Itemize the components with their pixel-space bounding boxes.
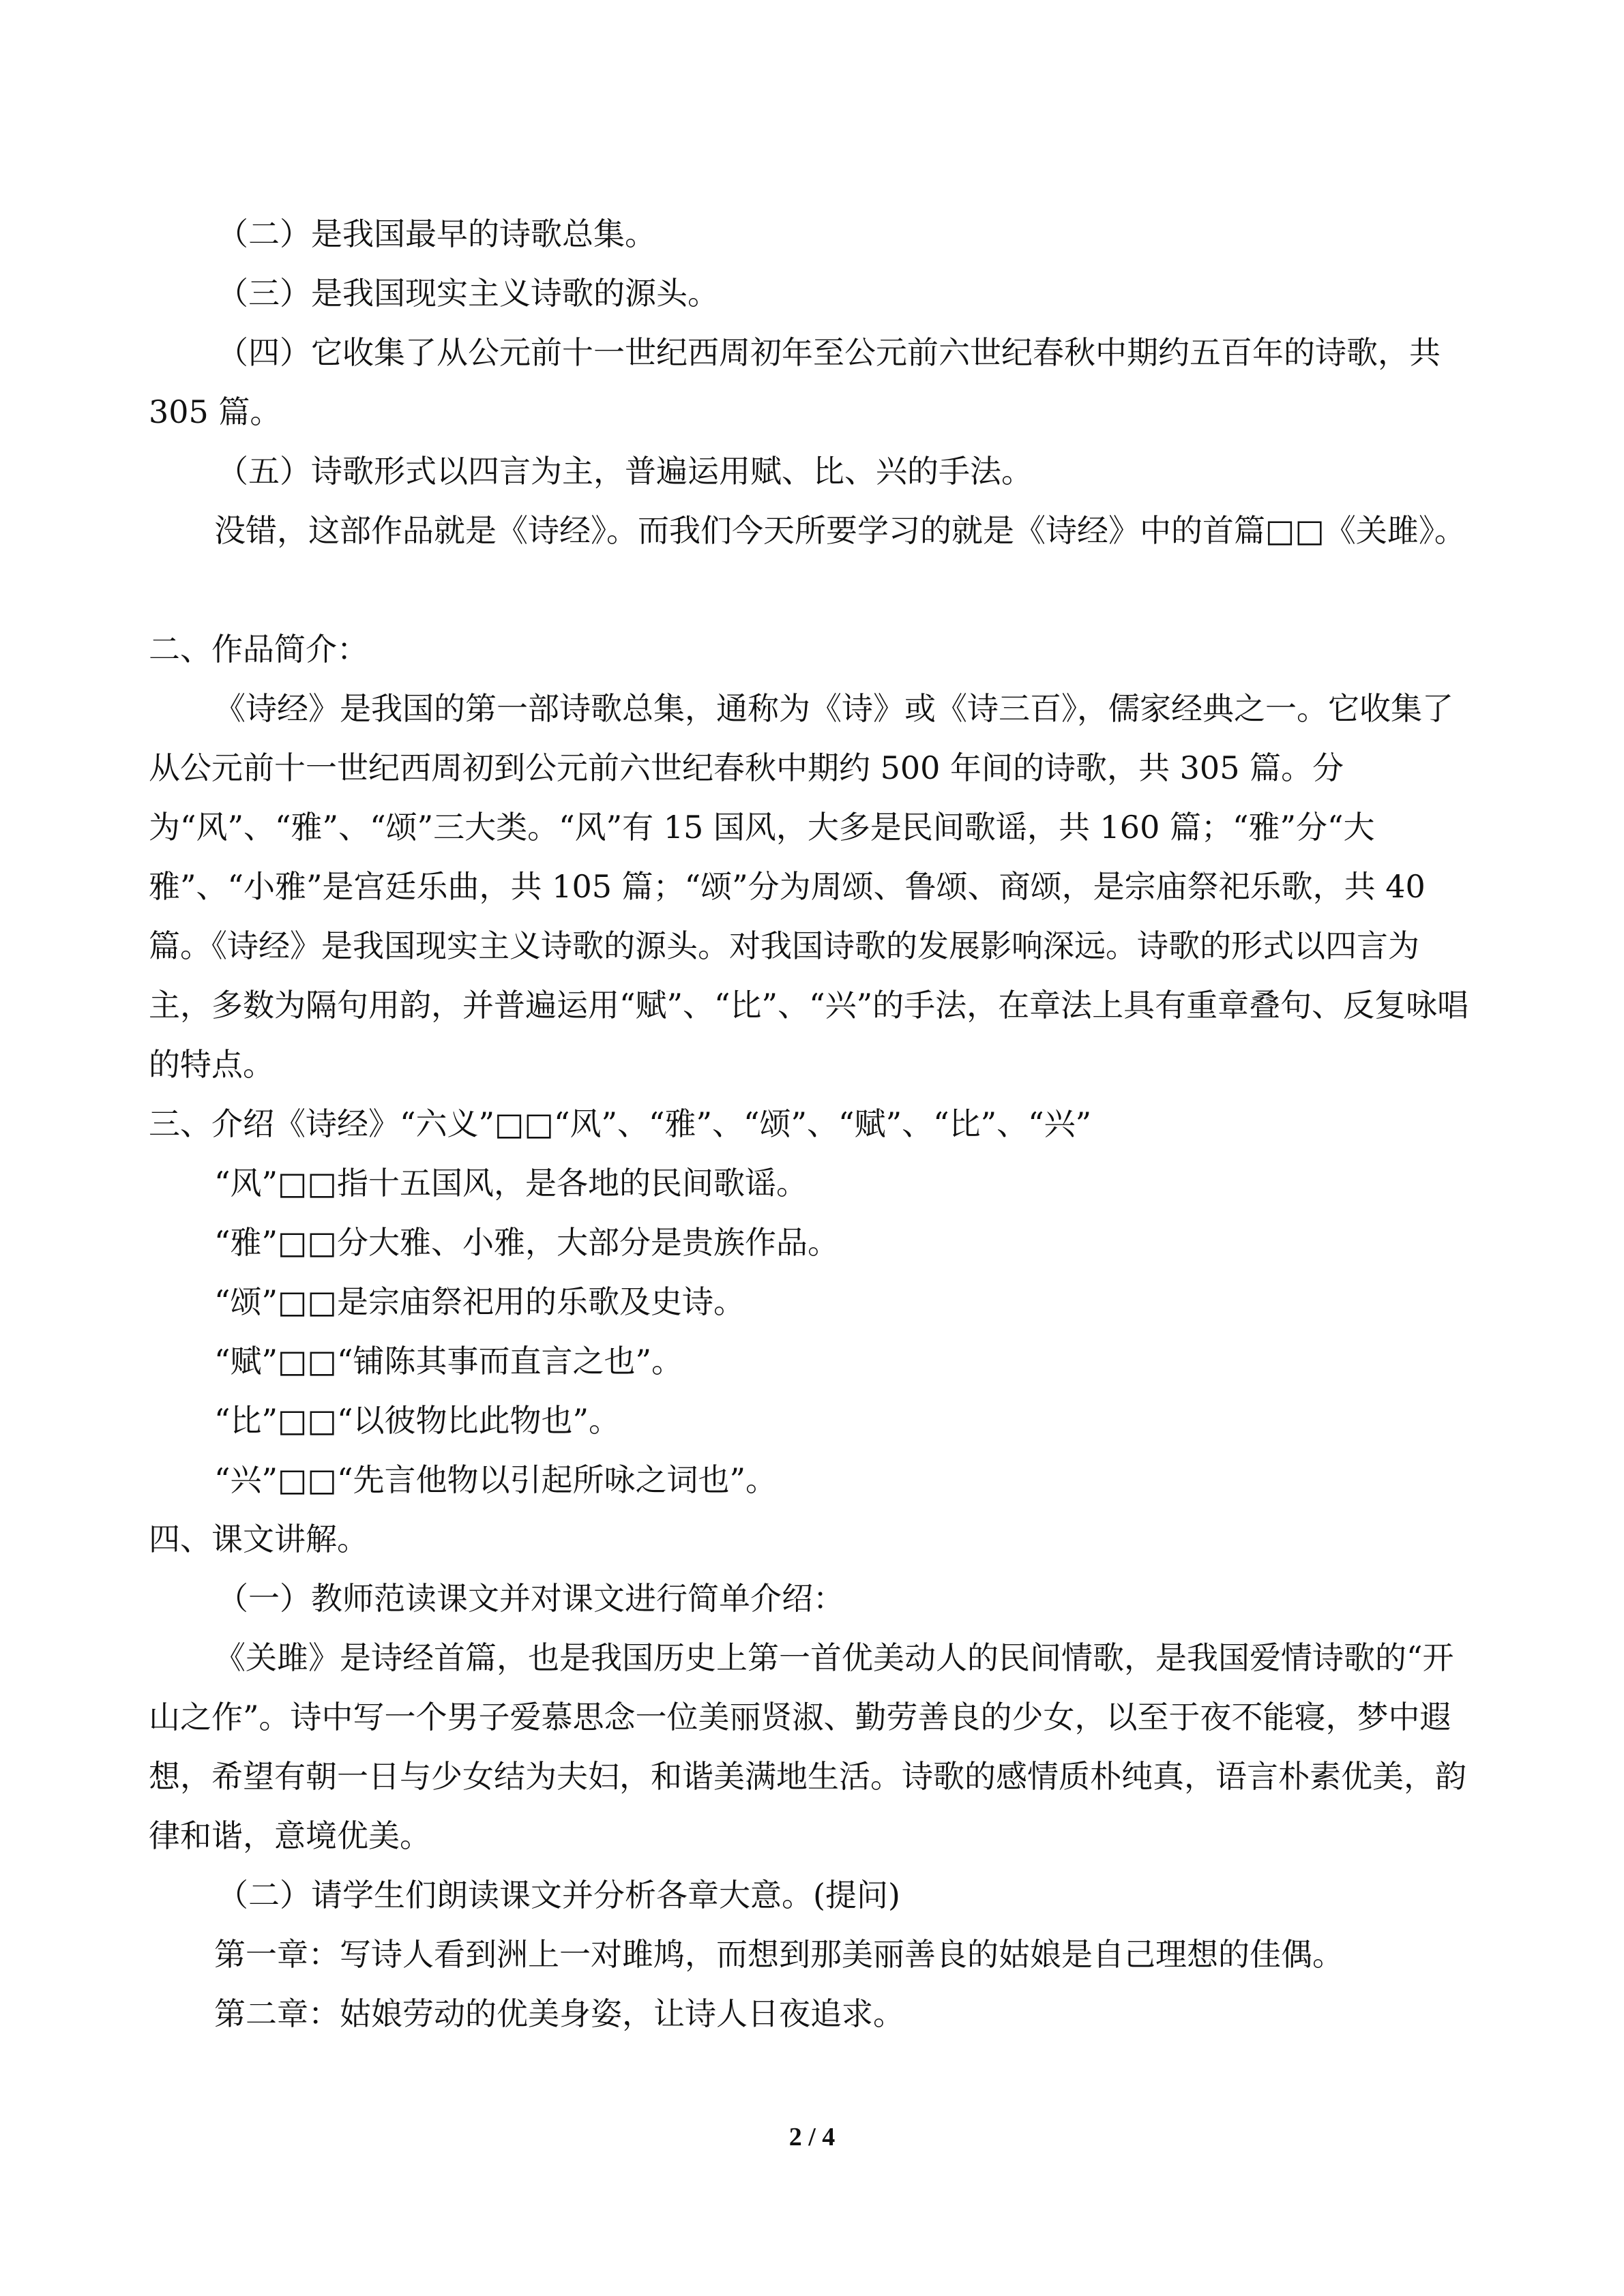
liuyi-item-ya: “雅”□□分大雅、小雅，大部分是贵族作品。	[214, 1224, 839, 1261]
paragraph-guanju-intro: 《关雎》是诗经首篇，也是我国历史上第一首优美动人的民间情歌，是我国爱情诗歌的“开山之作”。诗中写一个男子爱慕思念一位美丽贤淑、勤劳善良的少女，以至于夜不能寝，梦中遐想，希望有朝一日与少女结为夫妇，和谐美满地生活。诗歌的感情质朴纯真，语言朴素优美，韵律和谐，意境优美。	[149, 1639, 1466, 1854]
paragraph-item-2: （二）是我国最早的诗歌总集。	[217, 215, 656, 252]
section-heading-3: 三、介绍《诗经》“六义”□□“风”、“雅”、“颂”、“赋”、“比”、“兴”	[149, 1105, 1092, 1142]
paragraph-item-5: （五）诗歌形式以四言为主，普遍运用赋、比、兴的手法。	[217, 453, 1033, 490]
chapter-summary-1: 第一章：写诗人看到洲上一对雎鸠，而想到那美丽善良的姑娘是自己理想的佳偶。	[214, 1936, 1344, 1973]
paragraph-conclusion: 没错，这部作品就是《诗经》。而我们今天所要学习的就是《诗经》中的首篇□□《关雎》。	[214, 512, 1466, 549]
liuyi-item-bi: “比”□□“以彼物比此物也”。	[214, 1402, 620, 1439]
section-heading-4: 四、课文讲解。	[149, 1521, 368, 1557]
paragraph-item-4: （四）它收集了从公元前十一世纪西周初年至公元前六世纪春秋中期约五百年的诗歌，共 305 篇。	[149, 334, 1441, 430]
page-number: 2 / 4	[788, 2123, 836, 2151]
chapter-summary-2: 第二章：姑娘劳动的优美身姿，让诗人日夜追求。	[214, 1995, 904, 2032]
lesson-step-1: （一）教师范读课文并对课文进行简单介绍：	[217, 1580, 844, 1617]
liuyi-item-feng: “风”□□指十五国风，是各地的民间歌谣。	[214, 1165, 808, 1202]
liuyi-item-song: “颂”□□是宗庙祭祀用的乐歌及史诗。	[214, 1283, 745, 1320]
liuyi-item-fu: “赋”□□“铺陈其事而直言之也”。	[214, 1343, 683, 1380]
liuyi-item-xing: “兴”□□“先言他物以引起所咏之词也”。	[214, 1461, 777, 1498]
paragraph-work-intro: 《诗经》是我国的第一部诗歌总集，通称为《诗》或《诗三百》，儒家经典之一。它收集了从公元前十一世纪西周初到公元前六世纪春秋中期约 500 年间的诗歌，共 305 篇。分为“风”、“雅”、“颂”三大类。“风”有 15 国风，大多是民间歌谣，共 160 篇；“雅”分“大雅”、“小雅”是宫廷乐曲，共 105 篇；“颂”分为周颂、鲁颂、商颂，是宗庙祭祀乐歌，共 40 篇。《诗经》是我国现实主义诗歌的源头。对我国诗歌的发展影响深远。诗歌的形式以四言为主，多数为隔句用韵，并普遍运用“赋”、“比”、“兴”的手法，在章法上具有重章叠句、反复咏唱的特点。	[149, 690, 1469, 1083]
paragraph-item-3: （三）是我国现实主义诗歌的源头。	[217, 275, 719, 312]
lesson-step-2: （二）请学生们朗读课文并分析各章大意。(提问)	[217, 1877, 900, 1913]
section-heading-2: 二、作品简介：	[149, 631, 368, 668]
